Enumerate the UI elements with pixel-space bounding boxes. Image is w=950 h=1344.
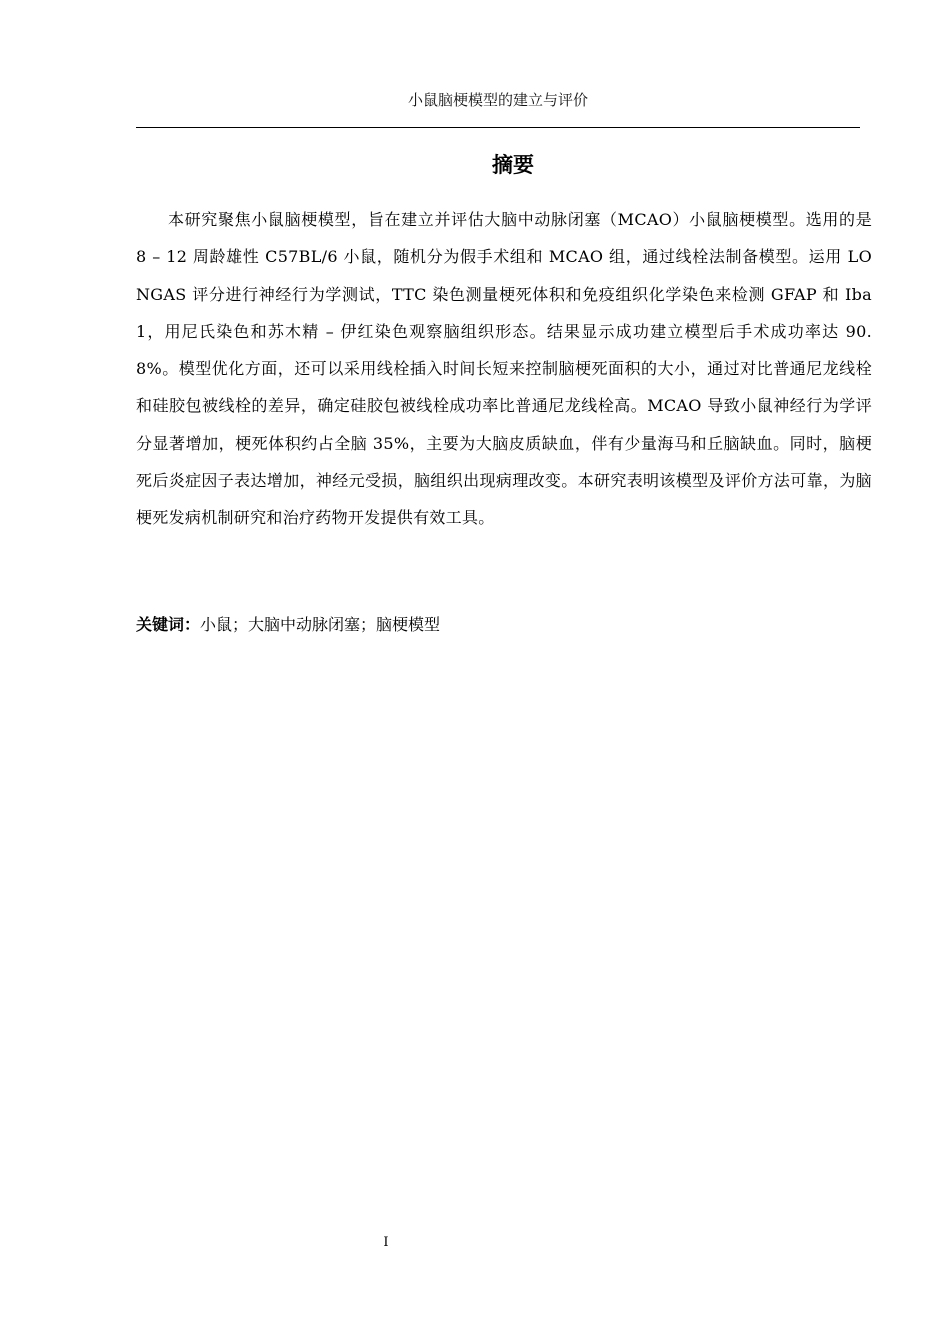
abstract-title: 摘要: [492, 153, 534, 177]
page-number: I: [383, 1235, 389, 1250]
keywords-terms: 小鼠；大脑中动脉闭塞；脑梗模型: [200, 615, 441, 634]
keywords-line: [136, 610, 860, 640]
running-header: 小鼠脑梗模型的建立与评价: [407, 91, 588, 109]
keywords-label: 关键词：: [136, 615, 201, 634]
header-rule: [136, 127, 860, 128]
abstract-body: 本研究聚焦小鼠脑梗模型，旨在建立并评估大脑中动脉闭塞（MCAO）小鼠脑梗模型。选用的是 8 – 12 周龄雄性 C57BL/6 小鼠，随机分为假手术组和 MCAO 组，通过线栓法制备模型。运用 LONGAS 评分进行神经行为学测试，TTC 染色测量梗死体积和免疫组织化学染色来检测 GFAP 和 Iba1，用尼氏染色和苏木精 – 伊红染色观察脑组织形态。结果显示成功建立模型后手术成功率达 90.8%。模型优化方面，还可以采用线栓插入时间长短来控制脑梗死面积的大小，通过对比普通尼龙线栓和硅胶包被线栓的差异，确定硅胶包被线栓成功率比普通尼龙线栓高。MCAO 导致小鼠神经行为学评分显著增加，梗死体积约占全脑 35%，主要为大脑皮质缺血，伴有少量海马和丘脑缺血。同时，脑梗死后炎症因子表达增加，神经元受损，脑组织出现病理改变。本研究表明该模型及评价方法可靠，为脑梗死发病机制研究和治疗药物开发提供有效工具。: [136, 210, 872, 528]
